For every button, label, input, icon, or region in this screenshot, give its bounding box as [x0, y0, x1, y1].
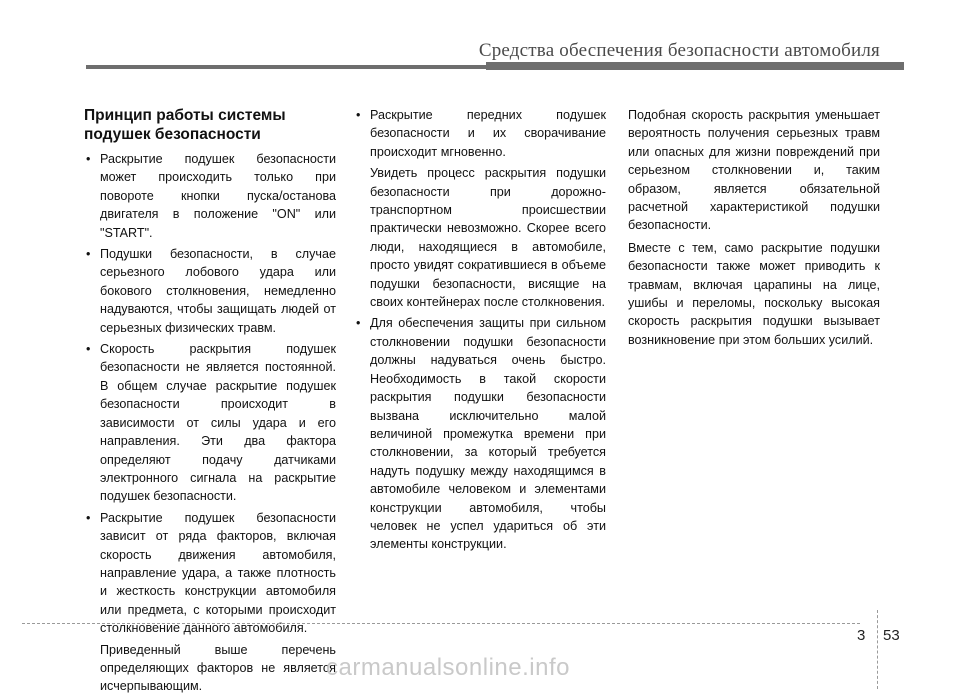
column-2: [354, 106, 606, 557]
paragraph: Вместе с тем, само раскрытие подушки безопасности также может приводить к травмам, включая царапины на лице, ушибы и переломы, поскольку высокая скорость раскрытия подушки вызывает возникновение при этом больших усилий.: [628, 240, 880, 347]
column-3: [628, 106, 880, 353]
paragraph: Подобная скорость раскрытия уменьшает вероятность получения серьезных травм или опасных для жизни повреждений при серьезном столкновении и, таким образом, является обязательной расчетной характеристикой подушки безопасности.: [628, 108, 880, 233]
paragraph: Приведенный выше перечень определяющих факторов не является исчерпывающим.: [100, 642, 336, 694]
footer-divider: [22, 623, 860, 624]
column-1: [84, 106, 336, 699]
list-item: • Для обеспечения защиты при сильном столкновении подушки безопасности должны надуваться очень быстро. Необходимость в такой скорости раскрытия подушки безопасности вызвана исключительно малой величиной промежутка времени при столкновении, за который требуется надуть подушку между находящимся в автомобиле человеком и элементами конструкции автомобиля, чтобы человек не успел удариться об эти элементы конструкции.: [354, 314, 606, 553]
list-item: • Раскрытие подушек безопасности может происходить только при повороте кнопки пуска/останова двигателя в положение "ON" или "START".: [84, 150, 336, 242]
watermark: carmanualsonline.info: [326, 654, 570, 681]
header-title: Средства обеспечения безопасности автомобиля: [478, 40, 880, 61]
chapter-number: 3: [857, 627, 866, 644]
footer-vertical-divider: [877, 610, 878, 689]
header-rule-accent: [486, 62, 904, 70]
paragraph: Увидеть процесс раскрытия подушки безопасности при дорожно-транспортном происшествии практически невозможно. Скорее всего люди, находящиеся в автомобиле, просто увидят сократившиеся в объеме подушки безопасности, висящие на своих контейнерах после столкновения.: [370, 166, 606, 310]
list-item: • Подушки безопасности, в случае серьезного лобового удара или бокового столкновения, немедленно надуваются, чтобы защищать людей от серьезных физических травм.: [84, 245, 336, 337]
section-heading: Принцип работы системы подушек безопасности: [84, 107, 286, 143]
list-item: • Раскрытие подушек безопасности зависит от ряда факторов, включая скорость движения автомобиля, направление удара, а также плотность и жесткость конструкции автомобиля или предмета, с которыми происходит столкновение данного автомобиля.: [84, 509, 336, 638]
list-item: • Раскрытие передних подушек безопасности и их сворачивание происходит мгновенно.: [354, 106, 606, 161]
list-item: • Скорость раскрытия подушек безопасности не является постоянной. В общем случае раскрытие подушек безопасности происходит в зависимости от силы удара и его направления. Эти два фактора определяют подачу датчиками электронного сигнала на раскрытие подушек безопасности.: [84, 340, 336, 506]
page-number: 53: [883, 627, 900, 644]
